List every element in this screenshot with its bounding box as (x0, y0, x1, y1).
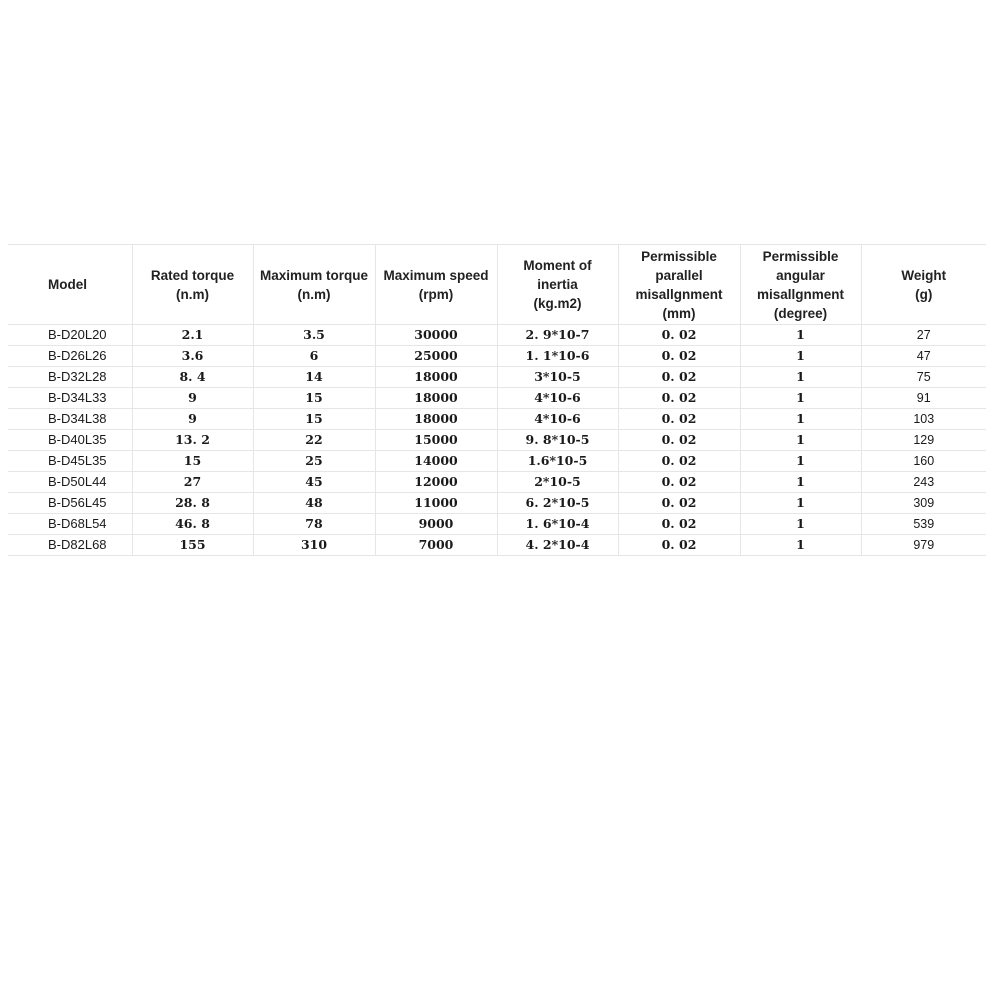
parallel-misalignment-cell: 0. 02 (618, 388, 740, 409)
weight-cell: 979 (861, 535, 986, 556)
header-line: misallgnment (635, 286, 723, 302)
inertia-cell: 2. 9*10-7 (497, 325, 618, 346)
inertia-cell: 9. 8*10-5 (497, 430, 618, 451)
header-line: inertia (537, 277, 578, 292)
model-cell: B-D50L44 (8, 472, 132, 493)
model-cell: B-D40L35 (8, 430, 132, 451)
parallel-misalignment-cell: 0. 02 (618, 514, 740, 535)
parallel-misalignment-cell: 0. 02 (618, 535, 740, 556)
header-line: Permissible (641, 248, 717, 264)
header-line: misallgnment (756, 286, 845, 302)
inertia-cell: 4. 2*10-4 (497, 535, 618, 556)
header-maximum-speed (375, 245, 497, 325)
maximum-speed-cell: 18000 (375, 367, 497, 388)
maximum-torque-cell: 3.5 (253, 325, 375, 346)
angular-misalignment-cell: 1 (740, 409, 861, 430)
parallel-misalignment-cell: 0. 02 (618, 472, 740, 493)
weight-cell: 309 (861, 493, 986, 514)
inertia-cell: 1. 1*10-6 (497, 346, 618, 367)
maximum-torque-cell: 25 (253, 451, 375, 472)
rated-torque-cell: 9 (132, 409, 253, 430)
maximum-speed-cell: 15000 (375, 430, 497, 451)
header-line: Maximum speed (383, 267, 489, 283)
maximum-speed-cell: 18000 (375, 388, 497, 409)
parallel-misalignment-cell: 0. 02 (618, 409, 740, 430)
angular-misalignment-cell: 1 (740, 451, 861, 472)
table-row (8, 472, 986, 493)
header-line: (n.m) (297, 286, 331, 302)
header-line: Permissible (762, 248, 839, 264)
inertia-cell: 4*10-6 (497, 388, 618, 409)
header-line: parallel (655, 267, 703, 283)
rated-torque-cell: 9 (132, 388, 253, 409)
parallel-misalignment-cell: 0. 02 (618, 430, 740, 451)
rated-torque-cell: 8. 4 (132, 367, 253, 388)
model-cell: B-D82L68 (8, 535, 132, 556)
maximum-speed-cell: 25000 (375, 346, 497, 367)
rated-torque-cell: 28. 8 (132, 493, 253, 514)
table-row (8, 388, 986, 409)
header-line: (g) (915, 286, 933, 302)
header-rated-torque (132, 245, 253, 325)
rated-torque-cell: 2.1 (132, 325, 253, 346)
model-cell: B-D26L26 (8, 346, 132, 367)
maximum-torque-cell: 15 (253, 409, 375, 430)
parallel-misalignment-cell: 0. 02 (618, 367, 740, 388)
angular-misalignment-cell: 1 (740, 430, 861, 451)
header-angular-misalignment (740, 245, 861, 325)
weight-cell: 129 (861, 430, 986, 451)
weight-cell: 243 (861, 472, 986, 493)
header-model (8, 245, 132, 325)
maximum-speed-cell: 12000 (375, 472, 497, 493)
model-cell: B-D34L38 (8, 409, 132, 430)
table-row (8, 409, 986, 430)
header-line: (n.m) (176, 286, 209, 302)
table-row (8, 325, 986, 346)
model-cell: B-D68L54 (8, 514, 132, 535)
table-row (8, 430, 986, 451)
table-row (8, 451, 986, 472)
header-line: angular (776, 267, 825, 283)
maximum-torque-cell: 78 (253, 514, 375, 535)
weight-cell: 75 (861, 367, 986, 388)
maximum-speed-cell: 18000 (375, 409, 497, 430)
parallel-misalignment-cell: 0. 02 (618, 451, 740, 472)
inertia-cell: 3*10-5 (497, 367, 618, 388)
rated-torque-cell: 27 (132, 472, 253, 493)
angular-misalignment-cell: 1 (740, 325, 861, 346)
angular-misalignment-cell: 1 (740, 535, 861, 556)
header-line: (rpm) (418, 286, 454, 302)
maximum-speed-cell: 9000 (375, 514, 497, 535)
maximum-torque-cell: 15 (253, 388, 375, 409)
rated-torque-cell: 155 (132, 535, 253, 556)
header-line: (kg.m2) (533, 296, 582, 311)
model-cell: B-D32L28 (8, 367, 132, 388)
maximum-torque-cell: 6 (253, 346, 375, 367)
maximum-torque-cell: 45 (253, 472, 375, 493)
inertia-cell: 1.6*10-5 (497, 451, 618, 472)
header-line: Maximum torque (259, 267, 368, 283)
header-line: Model (48, 277, 87, 292)
angular-misalignment-cell: 1 (740, 388, 861, 409)
weight-cell: 27 (861, 325, 986, 346)
weight-cell: 539 (861, 514, 986, 535)
angular-misalignment-cell: 1 (740, 472, 861, 493)
maximum-torque-cell: 310 (253, 535, 375, 556)
model-cell: B-D34L33 (8, 388, 132, 409)
header-line: Moment of (523, 258, 592, 273)
rated-torque-cell: 15 (132, 451, 253, 472)
maximum-torque-cell: 22 (253, 430, 375, 451)
weight-cell: 47 (861, 346, 986, 367)
header-weight (861, 245, 986, 325)
angular-misalignment-cell: 1 (740, 367, 861, 388)
table-row (8, 367, 986, 388)
angular-misalignment-cell: 1 (740, 514, 861, 535)
header-line: (mm) (662, 305, 696, 321)
header-maximum-torque (253, 245, 375, 325)
parallel-misalignment-cell: 0. 02 (618, 346, 740, 367)
rated-torque-cell: 46. 8 (132, 514, 253, 535)
weight-cell: 103 (861, 409, 986, 430)
parallel-misalignment-cell: 0. 02 (618, 493, 740, 514)
weight-cell: 160 (861, 451, 986, 472)
table-row (8, 514, 986, 535)
table-row (8, 535, 986, 556)
header-row (8, 245, 986, 325)
table-row (8, 346, 986, 367)
inertia-cell: 6. 2*10-5 (497, 493, 618, 514)
header-moment-of-inertia (497, 245, 618, 325)
inertia-cell: 2*10-5 (497, 472, 618, 493)
inertia-cell: 4*10-6 (497, 409, 618, 430)
header-line: (degree) (773, 305, 828, 321)
parallel-misalignment-cell: 0. 02 (618, 325, 740, 346)
maximum-speed-cell: 7000 (375, 535, 497, 556)
header-line: Weight (901, 267, 947, 283)
model-cell: B-D45L35 (8, 451, 132, 472)
rated-torque-cell: 3.6 (132, 346, 253, 367)
model-cell: B-D20L20 (8, 325, 132, 346)
maximum-speed-cell: 30000 (375, 325, 497, 346)
angular-misalignment-cell: 1 (740, 493, 861, 514)
maximum-torque-cell: 14 (253, 367, 375, 388)
header-line: Rated torque (150, 267, 235, 283)
inertia-cell: 1. 6*10-4 (497, 514, 618, 535)
model-cell: B-D56L45 (8, 493, 132, 514)
rated-torque-cell: 13. 2 (132, 430, 253, 451)
table-body (8, 325, 986, 556)
maximum-torque-cell: 48 (253, 493, 375, 514)
angular-misalignment-cell: 1 (740, 346, 861, 367)
maximum-speed-cell: 14000 (375, 451, 497, 472)
maximum-speed-cell: 11000 (375, 493, 497, 514)
table-row (8, 493, 986, 514)
weight-cell: 91 (861, 388, 986, 409)
spec-table (8, 244, 986, 556)
header-parallel-misalignment (618, 245, 740, 325)
